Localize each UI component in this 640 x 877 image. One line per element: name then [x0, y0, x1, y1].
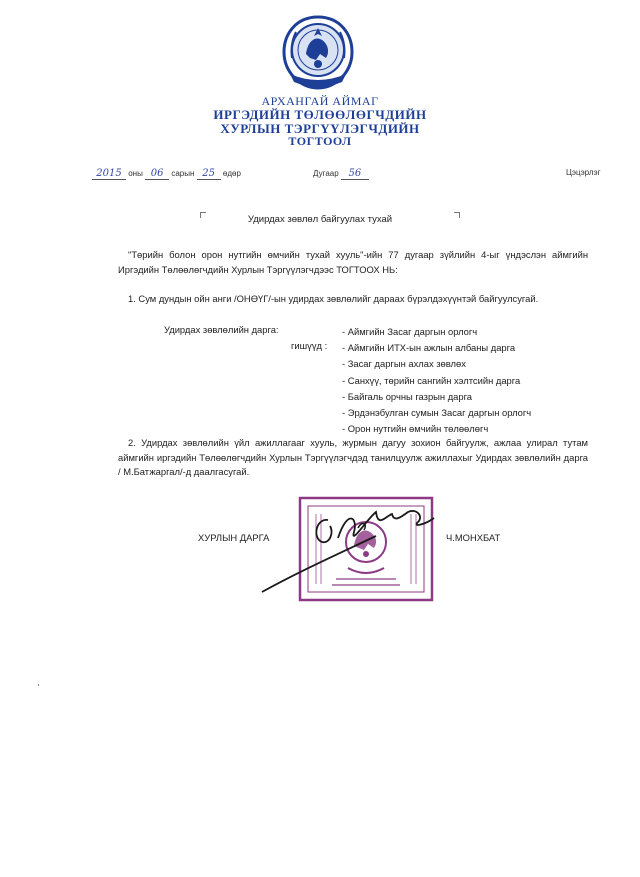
handwritten-signature	[258, 498, 468, 598]
list-item: - Санхүү, төрийн сангийн хэлтсийн дарга	[342, 374, 521, 386]
clause-1-paragraph: 1. Сум дундын ойн анги /ОНӨҮГ/-ын удирдах зөвлөлийг дараах бүрэлдэхүүнтэй байгуулсугай.	[128, 293, 539, 304]
list-item: - Байгаль орчны газрын дарга	[342, 390, 473, 402]
list-item: - Засаг даргын ахлах зөвлөх	[342, 358, 466, 370]
list-item: - Аймгийн Засаг даргын орлогч	[342, 326, 478, 337]
state-emblem-icon	[276, 14, 360, 92]
signature-title: ХУРЛЫН ДАРГА	[198, 532, 270, 543]
header-presidium: ХУРЛЫН ТЭРГҮҮЛЭГЧДИЙН	[220, 121, 420, 136]
list-item: - Аймгийн ИТХ-ын ажлын албаны дарга	[342, 342, 516, 354]
clause-2-paragraph: 2. Удирдах зөвлөлийн үйл ажиллагааг хууль, журмын дагуу зохион байгуулж, ажлаа улирал тутам аймгийн иргэдийн Төлөөлөгчдийн Хурлын Тэргүүлэгчдэд танилцуулж ажиллахыг Удирдах зөвлөлийн дарга / М.Батжаргал/-д даалгасугай.	[118, 437, 588, 477]
chair-label: Удирдах зөвлөлийн дарга:	[164, 324, 279, 335]
number-label: Дугаар	[313, 169, 339, 178]
date-month-suffix: сарын	[171, 169, 195, 178]
date-year-suffix: оны	[128, 169, 143, 178]
number-line	[313, 168, 369, 180]
members-label: гишүүд :	[291, 340, 328, 351]
date-line	[92, 168, 241, 180]
date-day-suffix: өдөр	[222, 169, 241, 178]
date-year: 2015	[92, 168, 126, 180]
document-number: 56	[341, 168, 369, 180]
header-resolution: ТОГТООЛ	[288, 134, 352, 148]
signatory-name: Ч.МОНХБАТ	[446, 532, 501, 543]
header-council: ИРГЭДИЙН ТӨЛӨӨЛӨГЧДИЙН	[213, 107, 427, 122]
subject-title: Удирдах зөвлөл байгуулах тухай	[247, 214, 393, 225]
date-month: 06	[145, 168, 169, 180]
list-item: - Орон нутгийн өмчийн төлөөлөгч	[342, 423, 489, 435]
scan-speck	[38, 684, 39, 686]
members-list	[342, 324, 531, 437]
header-province: АРХАНГАЙ АЙМАГ	[261, 94, 379, 108]
preamble-paragraph: "Төрийн болон орон нутгийн өмчийн тухай хууль"-ийн 77 дугаар зүйлийн 4-ыг үндэслэн аймгийн Иргэдийн Төлөөлөгчдийн Хурлын Тэргүүлэгчдээс ТОГТООХ НЬ:	[118, 249, 588, 275]
place-name: Цэцэрлэг	[566, 168, 601, 177]
date-day: 25	[197, 168, 221, 180]
list-item: - Эрдэнэбулган сумын Засаг даргын орлогч	[342, 407, 532, 419]
